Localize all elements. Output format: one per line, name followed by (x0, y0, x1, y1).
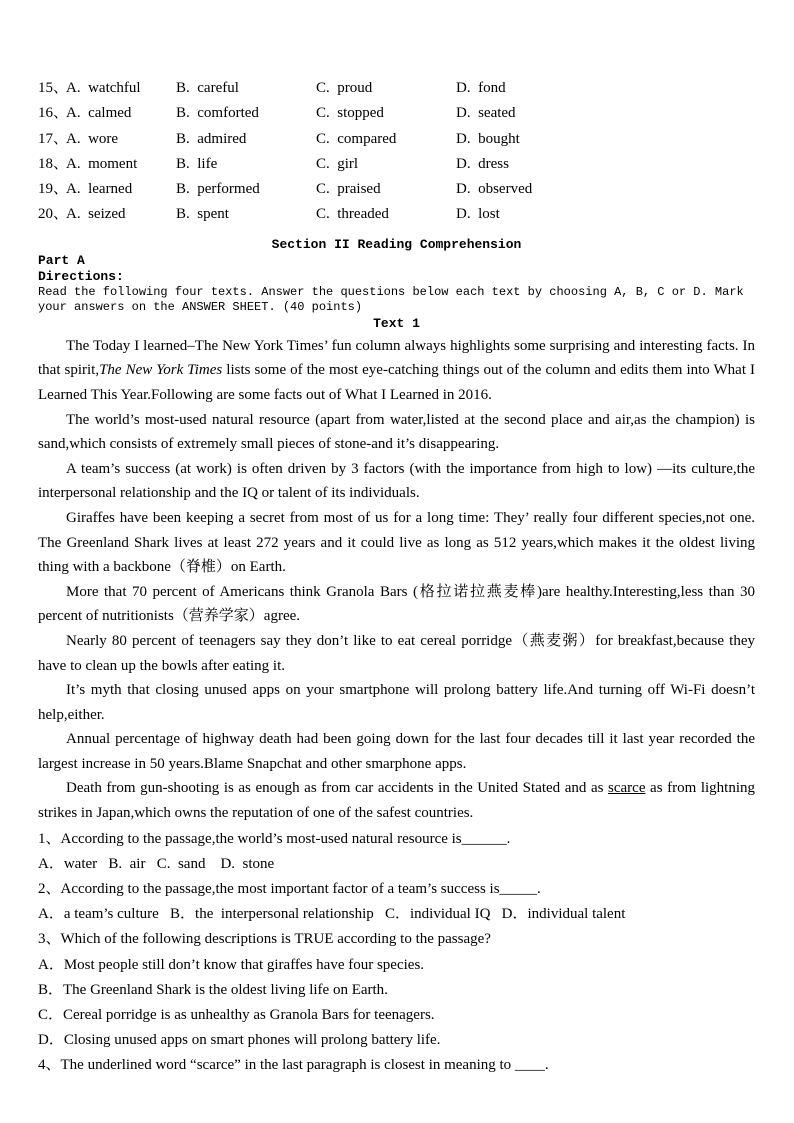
cloze-option-row (38, 101, 755, 126)
article-body (38, 334, 770, 826)
answer-option: D. seated (456, 105, 516, 122)
article-paragraph (38, 506, 770, 580)
answer-option: B. admired (176, 130, 247, 147)
article-text: Giraffes have been keeping a secret from most of us for a long time: They’ really four different species,not one. The Greenland Shark lives at least 272 years and it could live as long as 512 years,which makes it the oldest living thing with a backbone（脊椎）on Earth. (38, 509, 770, 576)
answer-option: D. fond (456, 80, 506, 96)
article-text-underline: scarce (608, 780, 646, 797)
question-number: 20、 (38, 206, 69, 223)
cloze-option-row (38, 177, 755, 202)
question-line: C．Cereal porridge is as unhealthy as Granola Bars for teenagers. (38, 1007, 435, 1024)
answer-option: D. dress (456, 155, 509, 172)
answer-option: B. spent (176, 206, 229, 223)
question-number: 19、 (38, 181, 69, 198)
directions-text: Read the following four texts. Answer the questions below each text by choosing A, B, C or D. Mark your answers on the ANSWER SHEET. (40 points) (38, 284, 744, 315)
cloze-option-row (38, 202, 755, 227)
article-text: More that 70 percent of Americans think Granola Bars (格拉诺拉燕麦棒)are healthy.Interesting,less than 30 percent of nutritionists（营养学家）agree. (38, 583, 759, 625)
answer-option: A. watchful (66, 80, 141, 96)
question-line: A．Most people still don’t know that giraffes have four species. (38, 956, 425, 973)
question-line: 3、Which of the following descriptions is TRUE according to the passage? (38, 931, 491, 948)
answer-option: C. girl (316, 155, 359, 172)
answer-option: D. bought (456, 130, 520, 147)
question-line: B．The Greenland Shark is the oldest living life on Earth. (38, 981, 388, 998)
answer-option: A. learned (66, 181, 133, 198)
questions-section (38, 827, 755, 1079)
directions-label: Directions: (38, 268, 124, 284)
cloze-option-row (38, 152, 755, 177)
answer-option: A. calmed (66, 105, 132, 122)
answer-option: B. comforted (176, 105, 259, 122)
question-line: D．Closing unused apps on smart phones will prolong battery life. (38, 1032, 441, 1049)
question-line: 1、According to the passage,the world’s most-used natural resource is______. (38, 830, 511, 847)
article-text: lists some of the most eye-catching things out of the column and edits them into What I Learned This Year.Following are some facts out of What I Learned in 2016. (38, 362, 759, 403)
article-text: Death from gun-shooting is as enough as from car accidents in the United Stated and as (66, 780, 609, 797)
article-text: Annual percentage of highway death had been going down for the last four decades till it last year recorded the largest increase in 50 years.Blame Snapchat and other smarphone apps. (38, 731, 759, 772)
answer-option: D. observed (456, 181, 533, 198)
article-text-italic: The New York Times (99, 362, 223, 379)
text1-title: Text 1 (373, 315, 420, 331)
question-line: 4、The underlined word “scarce” in the last paragraph is closest in meaning to ____. (38, 1057, 549, 1074)
answer-option: A. moment (66, 155, 138, 172)
article-paragraph (38, 629, 759, 678)
cloze-options-section (38, 76, 755, 228)
question-number: 18、 (38, 155, 69, 172)
article-text: The world’s most-used natural resource (apart from water,listed at the second place and air,as the champion) is sand,which consists of extremely small pieces of stone-and it’s disappearing. (38, 411, 759, 453)
question-line: A．water B. air C. sand D. stone (38, 855, 275, 872)
answer-option: C. proud (316, 80, 373, 96)
answer-option: B. life (176, 155, 218, 172)
article-paragraph (38, 678, 759, 727)
section-heading: Section II Reading Comprehension (271, 236, 522, 252)
article-paragraph (38, 408, 759, 457)
question-line: 2、According to the passage,the most important factor of a team’s success is_____. (38, 881, 541, 898)
answer-option: B. careful (176, 80, 239, 96)
article-text: The Today I learned–The New York Times’ fun column always highlights some surprising and interesting facts. In that spirit, (38, 337, 759, 379)
answer-option: C. stopped (316, 105, 384, 122)
question-number: 15、 (38, 80, 69, 96)
article-text: A team’s success (at work) is often driven by 3 factors (with the importance from high to low) —its culture,the interpersonal relationship and the IQ or talent of its individuals. (38, 460, 759, 502)
answer-option: A. seized (66, 206, 126, 223)
answer-option: A. wore (66, 130, 119, 147)
answer-option: C. praised (316, 181, 381, 198)
article-text: as from lightning strikes in Japan,which owns the reputation of one of the safest countries. (38, 780, 759, 822)
answer-option: D. lost (456, 206, 500, 223)
article-text: Nearly 80 percent of teenagers say they don’t like to eat cereal porridge（燕麦粥）for breakfast,because they have to clean up the bowls after eating it. (38, 632, 759, 674)
article-paragraph (38, 457, 759, 506)
answer-option: B. performed (176, 181, 260, 198)
answer-option: C. threaded (316, 206, 389, 223)
answer-option: C. compared (316, 130, 397, 147)
question-line: A．a team’s culture B．the interpersonal relationship C．individual IQ D．individual talent (38, 906, 626, 923)
article-text: It’s myth that closing unused apps on your smartphone will prolong battery life.And turning off Wi-Fi doesn’t help,either. (38, 682, 759, 723)
article-paragraph (38, 580, 759, 629)
question-number: 16、 (38, 105, 69, 122)
question-number: 17、 (38, 130, 69, 147)
cloze-option-row (38, 127, 755, 152)
article-paragraph (38, 776, 759, 825)
article-paragraph (38, 727, 759, 776)
cloze-option-row (38, 76, 755, 101)
article-paragraph (38, 334, 759, 408)
part-a-label: Part A (38, 252, 85, 268)
